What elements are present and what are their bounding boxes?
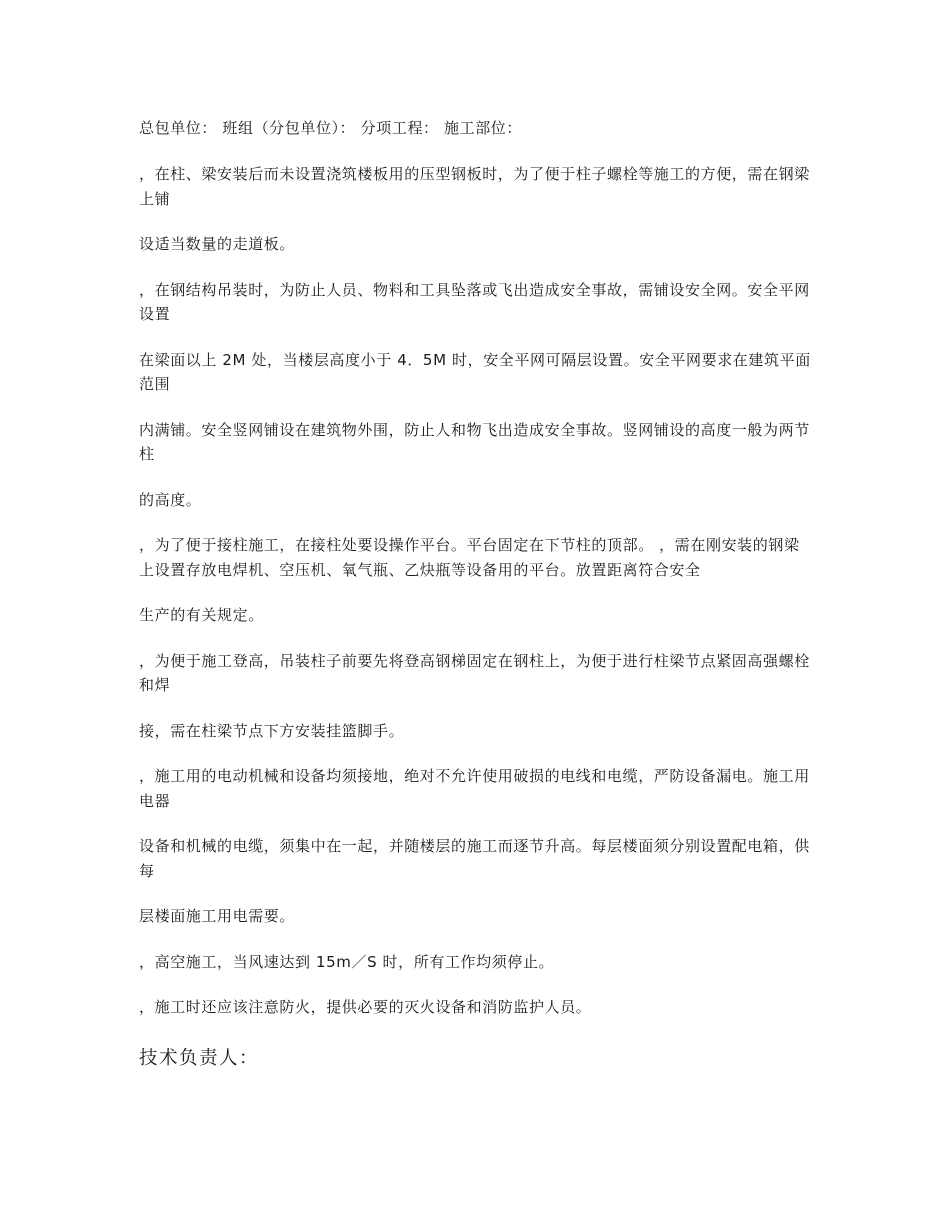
document-body (139, 116, 811, 1072)
paragraph-walkway-1: ，在柱、梁安装后而未设置浇筑楼板用的压型钢板时，为了便于柱子螺栓等施工的方便，需在钢梁上铺 (139, 165, 810, 208)
paragraph-walkway-2: 设适当数量的走道板。 (139, 235, 296, 253)
paragraph-electric-1: ，施工用的电动机械和设备均须接地，绝对不允许使用破损的电线和电缆，严防设备漏电。施工用电器 (139, 767, 810, 810)
paragraph-safety-net-4: 的高度。 (139, 490, 202, 509)
paragraph-fire: ，施工时还应该注意防火，提供必要的灭火设备和消防监护人员。 (139, 998, 592, 1016)
paragraph-safety-net-1: ，在钢结构吊装时，为防止人员、物料和工具坠落或飞出造成安全事故，需铺设安全网。安全平网设置 (139, 280, 810, 323)
paragraph-safety-net-2: 在梁面以上 2M 处，当楼层高度小于 4．5M 时，安全平网可隔层设置。安全平网要求在建筑平面范围 (139, 350, 811, 393)
paragraph-ladder-2: 接，需在柱梁节点下方安装挂篮脚手。 (139, 721, 405, 740)
header-fields-line: 总包单位： 班组（分包单位）： 分项工程： 施工部位： (139, 119, 523, 137)
paragraph-electric-3: 层楼面施工用电需要。 (139, 907, 296, 925)
paragraph-platform-2: 生产的有关规定。 (139, 606, 264, 624)
paragraph-ladder-1: ，为便于施工登高，吊装柱子前要先将登高钢梯固定在钢柱上，为便于进行柱梁节点紧固高强螺栓和焊 (139, 651, 810, 694)
paragraph-safety-net-3: 内满铺。安全竖网铺设在建筑物外围，防止人和物飞出造成安全事故。竖网铺设的高度一般为两节柱 (139, 420, 810, 463)
paragraph-platform-1: ，为了便于接柱施工，在接柱处要设操作平台。平台固定在下节柱的顶部。 ，需在刚安装的钢梁上设置存放电焊机、空压机、氧气瓶、乙炔瓶等设备用的平台。放置距离符合安全 (139, 536, 800, 579)
paragraph-wind: ，高空施工，当风速达到 15m／S 时，所有工作均须停止。 (139, 952, 555, 971)
technical-lead-label: 技术负责人： (139, 1047, 260, 1069)
paragraph-electric-2: 设备和机械的电缆，须集中在一起，并随楼层的施工而逐节升高。每层楼面须分别设置配电箱，供每 (139, 837, 810, 880)
